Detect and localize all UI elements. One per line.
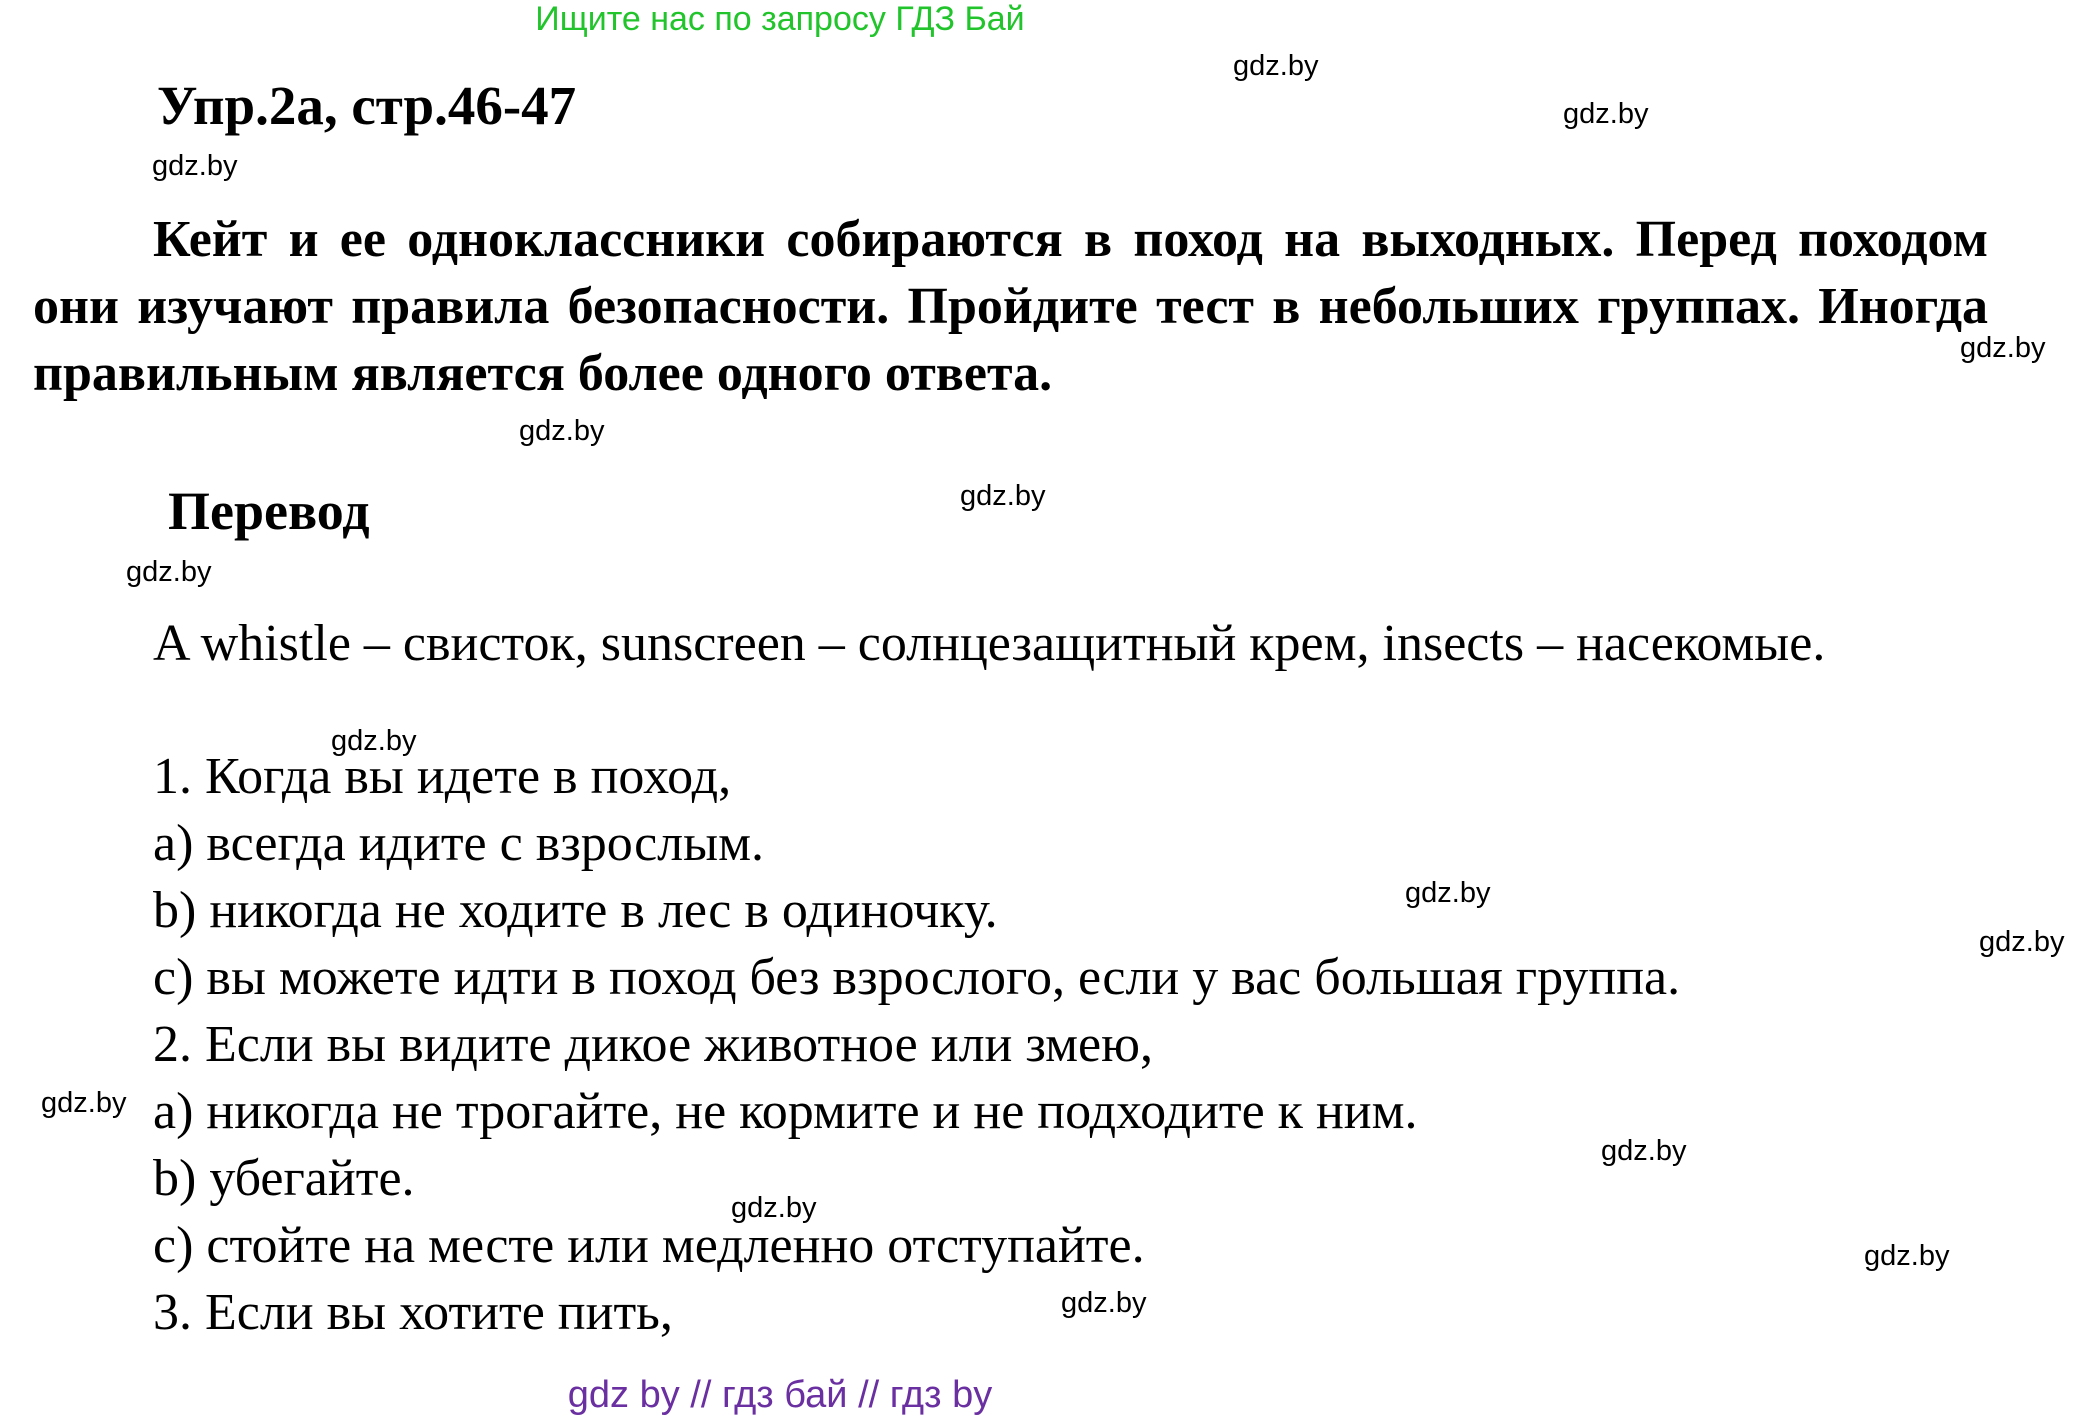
question-1-option-c: c) вы можете идти в поход без взрослого, если у вас большая группа. (153, 949, 1681, 1006)
watermark: gdz.by (41, 1087, 127, 1119)
watermark: gdz.by (1233, 50, 1319, 82)
search-banner: Ищите нас по запросу ГДЗ Бай (535, 0, 1025, 38)
question-2-option-c: c) стойте на месте или медленно отступайте. (153, 1217, 1145, 1274)
watermark: gdz.by (1601, 1135, 1687, 1167)
question-3: 3. Если вы хотите пить, (153, 1284, 673, 1341)
watermark: gdz.by (731, 1192, 817, 1224)
question-1-option-a: a) всегда идите с взрослым. (153, 815, 764, 872)
watermark: gdz.by (1960, 332, 2046, 364)
watermark: gdz.by (1061, 1287, 1147, 1319)
question-1-option-b: b) никогда не ходите в лес в одиночку. (153, 882, 998, 939)
watermark: gdz.by (960, 480, 1046, 512)
watermark: gdz.by (126, 556, 212, 588)
watermark: gdz.by (1979, 926, 2065, 958)
question-1: 1. Когда вы идете в поход, (153, 748, 732, 805)
question-2: 2. Если вы видите дикое животное или змею, (153, 1016, 1153, 1073)
watermark: gdz.by (519, 415, 605, 447)
watermark: gdz.by (152, 150, 238, 182)
vocabulary-line: A whistle – свисток, sunscreen – солнцезащитный крем, insects – насекомые. (153, 615, 1826, 672)
question-2-option-b: b) убегайте. (153, 1150, 415, 1207)
watermark: gdz.by (331, 725, 417, 757)
exercise-title: Упр.2а, стр.46-47 (157, 75, 577, 136)
watermark: gdz.by (1864, 1240, 1950, 1272)
translation-heading: Перевод (168, 481, 370, 541)
watermark: gdz.by (1405, 877, 1491, 909)
footer-watermark: gdz by // гдз бай // гдз by (567, 1374, 993, 1416)
task-instructions: Кейт и ее одноклассники собираются в поход на выходных. Перед походом они изучают правила безопасности. Пройдите тест в небольших группах. Иногда правильным является более одного ответа. (33, 211, 1988, 402)
watermark: gdz.by (1563, 98, 1649, 130)
question-2-option-a: a) никогда не трогайте, не кормите и не подходите к ним. (153, 1083, 1418, 1140)
